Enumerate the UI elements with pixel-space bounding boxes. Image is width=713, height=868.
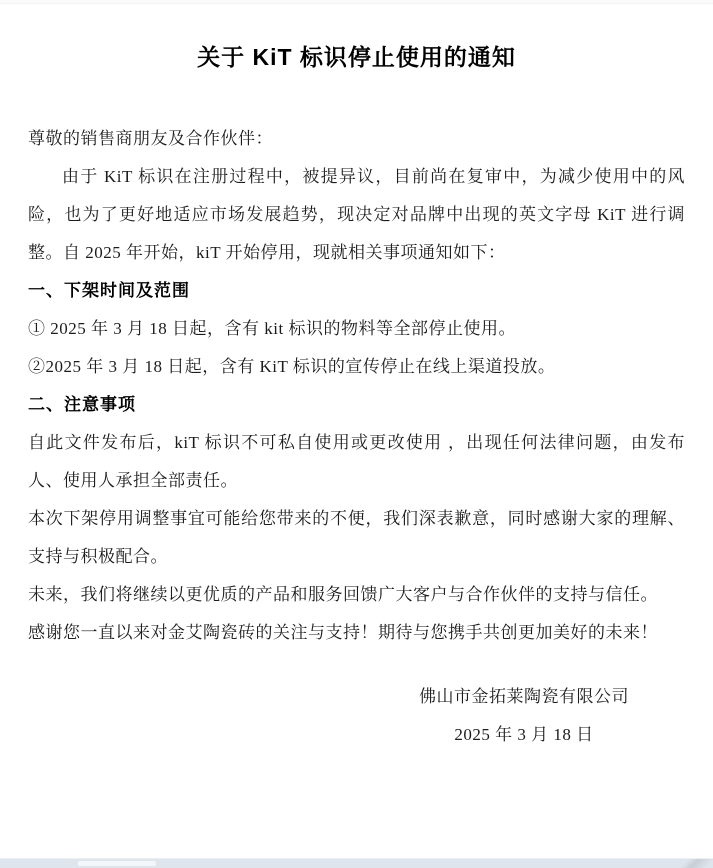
- section-2-paragraph-1: 自此文件发布后，kiT 标识不可私自使用或更改使用 ，出现任何法律问题，由发布人、使用人承担全部责任。: [28, 433, 685, 490]
- horizontal-scrollbar[interactable]: [0, 858, 713, 868]
- resize-grip: [671, 859, 713, 868]
- intro-paragraph: 由于 KiT 标识在注册过程中，被提异议，目前尚在复审中，为减少使用中的风险，也为了更好地适应市场发展趋势，现决定对品牌中出现的英文字母 KiT 进行调整。自 2025 年开始，kiT 开始停用，现就相关事项通知如下：: [28, 167, 685, 262]
- signature-company: 佛山市金拓莱陶瓷有限公司: [419, 687, 629, 706]
- title-spacer: [28, 74, 685, 120]
- signature-date: 2025 年 3 月 18 日: [454, 725, 594, 744]
- section-2-paragraph-4: 感谢您一直以来对金艾陶瓷砖的关注与支持！期待与您携手共创更加美好的未来！: [28, 623, 658, 642]
- section-1-heading: 一、下架时间及范围: [28, 281, 190, 300]
- section-2-heading: 二、注意事项: [28, 395, 136, 414]
- greeting-line: 尊敬的销售商朋友及合作伙伴：: [28, 129, 273, 148]
- scrollbar-thumb[interactable]: [78, 861, 156, 866]
- notice-title: 关于 KiT 标识停止使用的通知: [197, 44, 516, 70]
- section-2-paragraph-3: 未来，我们将继续以更优质的产品和服务回馈广大客户与合作伙伴的支持与信任。: [28, 585, 658, 604]
- section-1-item-2: ②2025 年 3 月 18 日起，含有 KiT 标识的宣传停止在线上渠道投放。: [28, 357, 556, 376]
- section-1-item-1: ① 2025 年 3 月 18 日起，含有 kit 标识的物料等全部停止使用。: [28, 319, 516, 338]
- signature-block: [419, 678, 629, 754]
- section-2-paragraph-2: 本次下架停用调整事宜可能给您带来的不便，我们深表歉意，同时感谢大家的理解、支持与积极配合。: [28, 509, 685, 566]
